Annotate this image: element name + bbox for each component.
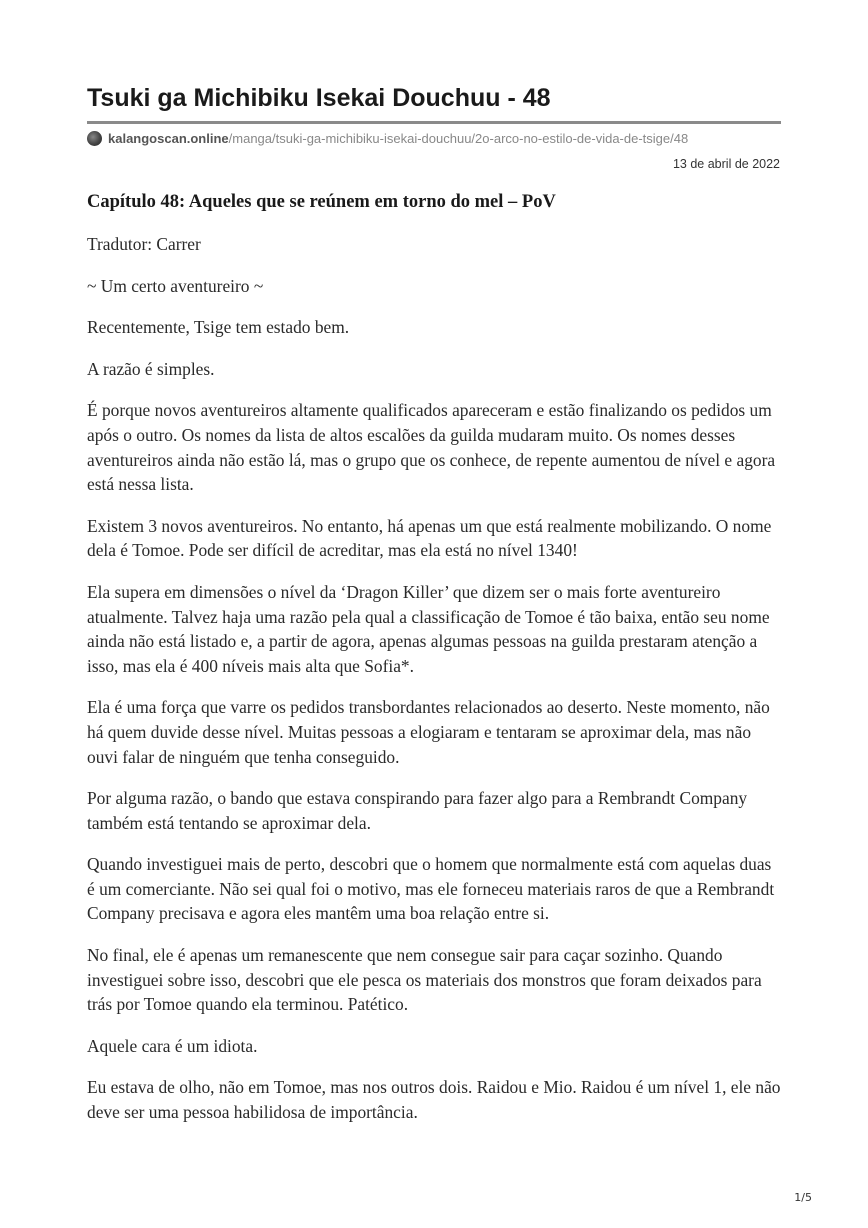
site-favicon-icon [87,131,102,146]
paragraph: Ela é uma força que varre os pedidos transbordantes relacionados ao deserto. Neste momento, não há quem duvide desse nível. Muitas pessoas a elogiaram e tentaram se aproximar dela, mas não ouvi falar de ninguém que tenha conseguido. [87,697,770,767]
paragraph: ~ Um certo aventureiro ~ [87,275,264,296]
paragraph: Por alguma razão, o bando que estava conspirando para fazer algo para a Rembrandt Company também está tentando se aproximar dela. [87,788,748,833]
paragraph: Ela supera em dimensões o nível da ‘Dragon Killer’ que dizem ser o mais forte aventureiro atualmente. Talvez haja uma razão pela qual a classificação de Tomoe é tão baixa, então seu nome ainda não está listado e, a partir de agora, apenas algumas pessoas na guilda prestaram atenção a isso, mas ela é 400 níveis mais alta que Sofia*. [87,581,770,676]
source-link[interactable] [87,129,688,147]
paragraph: Eu estava de olho, não em Tomoe, mas nos outros dois. Raidou e Mio. Raidou é um nível 1, ele não deve ser uma pessoa habilidosa de importância. [87,1077,781,1123]
page-title: Tsuki ga Michibiku Isekai Douchuu - 48 [87,84,551,112]
paragraph: No final, ele é apenas um remanescente que nem consegue sair para caçar sozinho. Quando investiguei sobre isso, descobri que ele pesca os materiais dos monstros que foram deixados para trás por Tomoe quando ela terminou. Patético. [87,945,762,1015]
paragraph: Quando investiguei mais de perto, descobri que o homem que normalmente está com aquelas duas é um comerciante. Não sei qual foi o motivo, mas ele forneceu materiais raros de que a Rembrandt Company precisava e agora eles mantêm uma boa relação entre si. [87,854,775,924]
paragraph: Recentemente, Tsige tem estado bem. [87,317,350,338]
paragraph: A razão é simples. [87,358,215,379]
paragraph: É porque novos aventureiros altamente qualificados apareceram e estão finalizando os pedidos um após o outro. Os nomes da lista de altos escalões da guilda mudaram muito. Os nomes desses aventureiros ainda não estão lá, mas o grupo que os conhece, de repente aumentou de nível e agora está nessa lista. [87,400,776,495]
source-path[interactable]: /manga/tsuki-ga-michibiku-isekai-douchuu/2o-arco-no-estilo-de-vida-de-tsige/48 [228,130,689,146]
paragraph: Tradutor: Carrer [87,234,201,254]
source-domain[interactable]: kalangoscan.online [108,130,229,146]
publish-date: 13 de abril de 2022 [672,157,780,171]
title-divider [87,121,781,124]
page-number: 1/5 [794,1191,812,1204]
chapter-heading: Capítulo 48: Aqueles que se reúnem em torno do mel – PoV [87,192,556,212]
paragraph: Aquele cara é um idiota. [87,1035,258,1056]
paragraph: Existem 3 novos aventureiros. No entanto, há apenas um que está realmente mobilizando. O nome dela é Tomoe. Pode ser difícil de acreditar, mas ela está no nível 1340! [87,515,772,561]
article-body [87,190,783,1142]
